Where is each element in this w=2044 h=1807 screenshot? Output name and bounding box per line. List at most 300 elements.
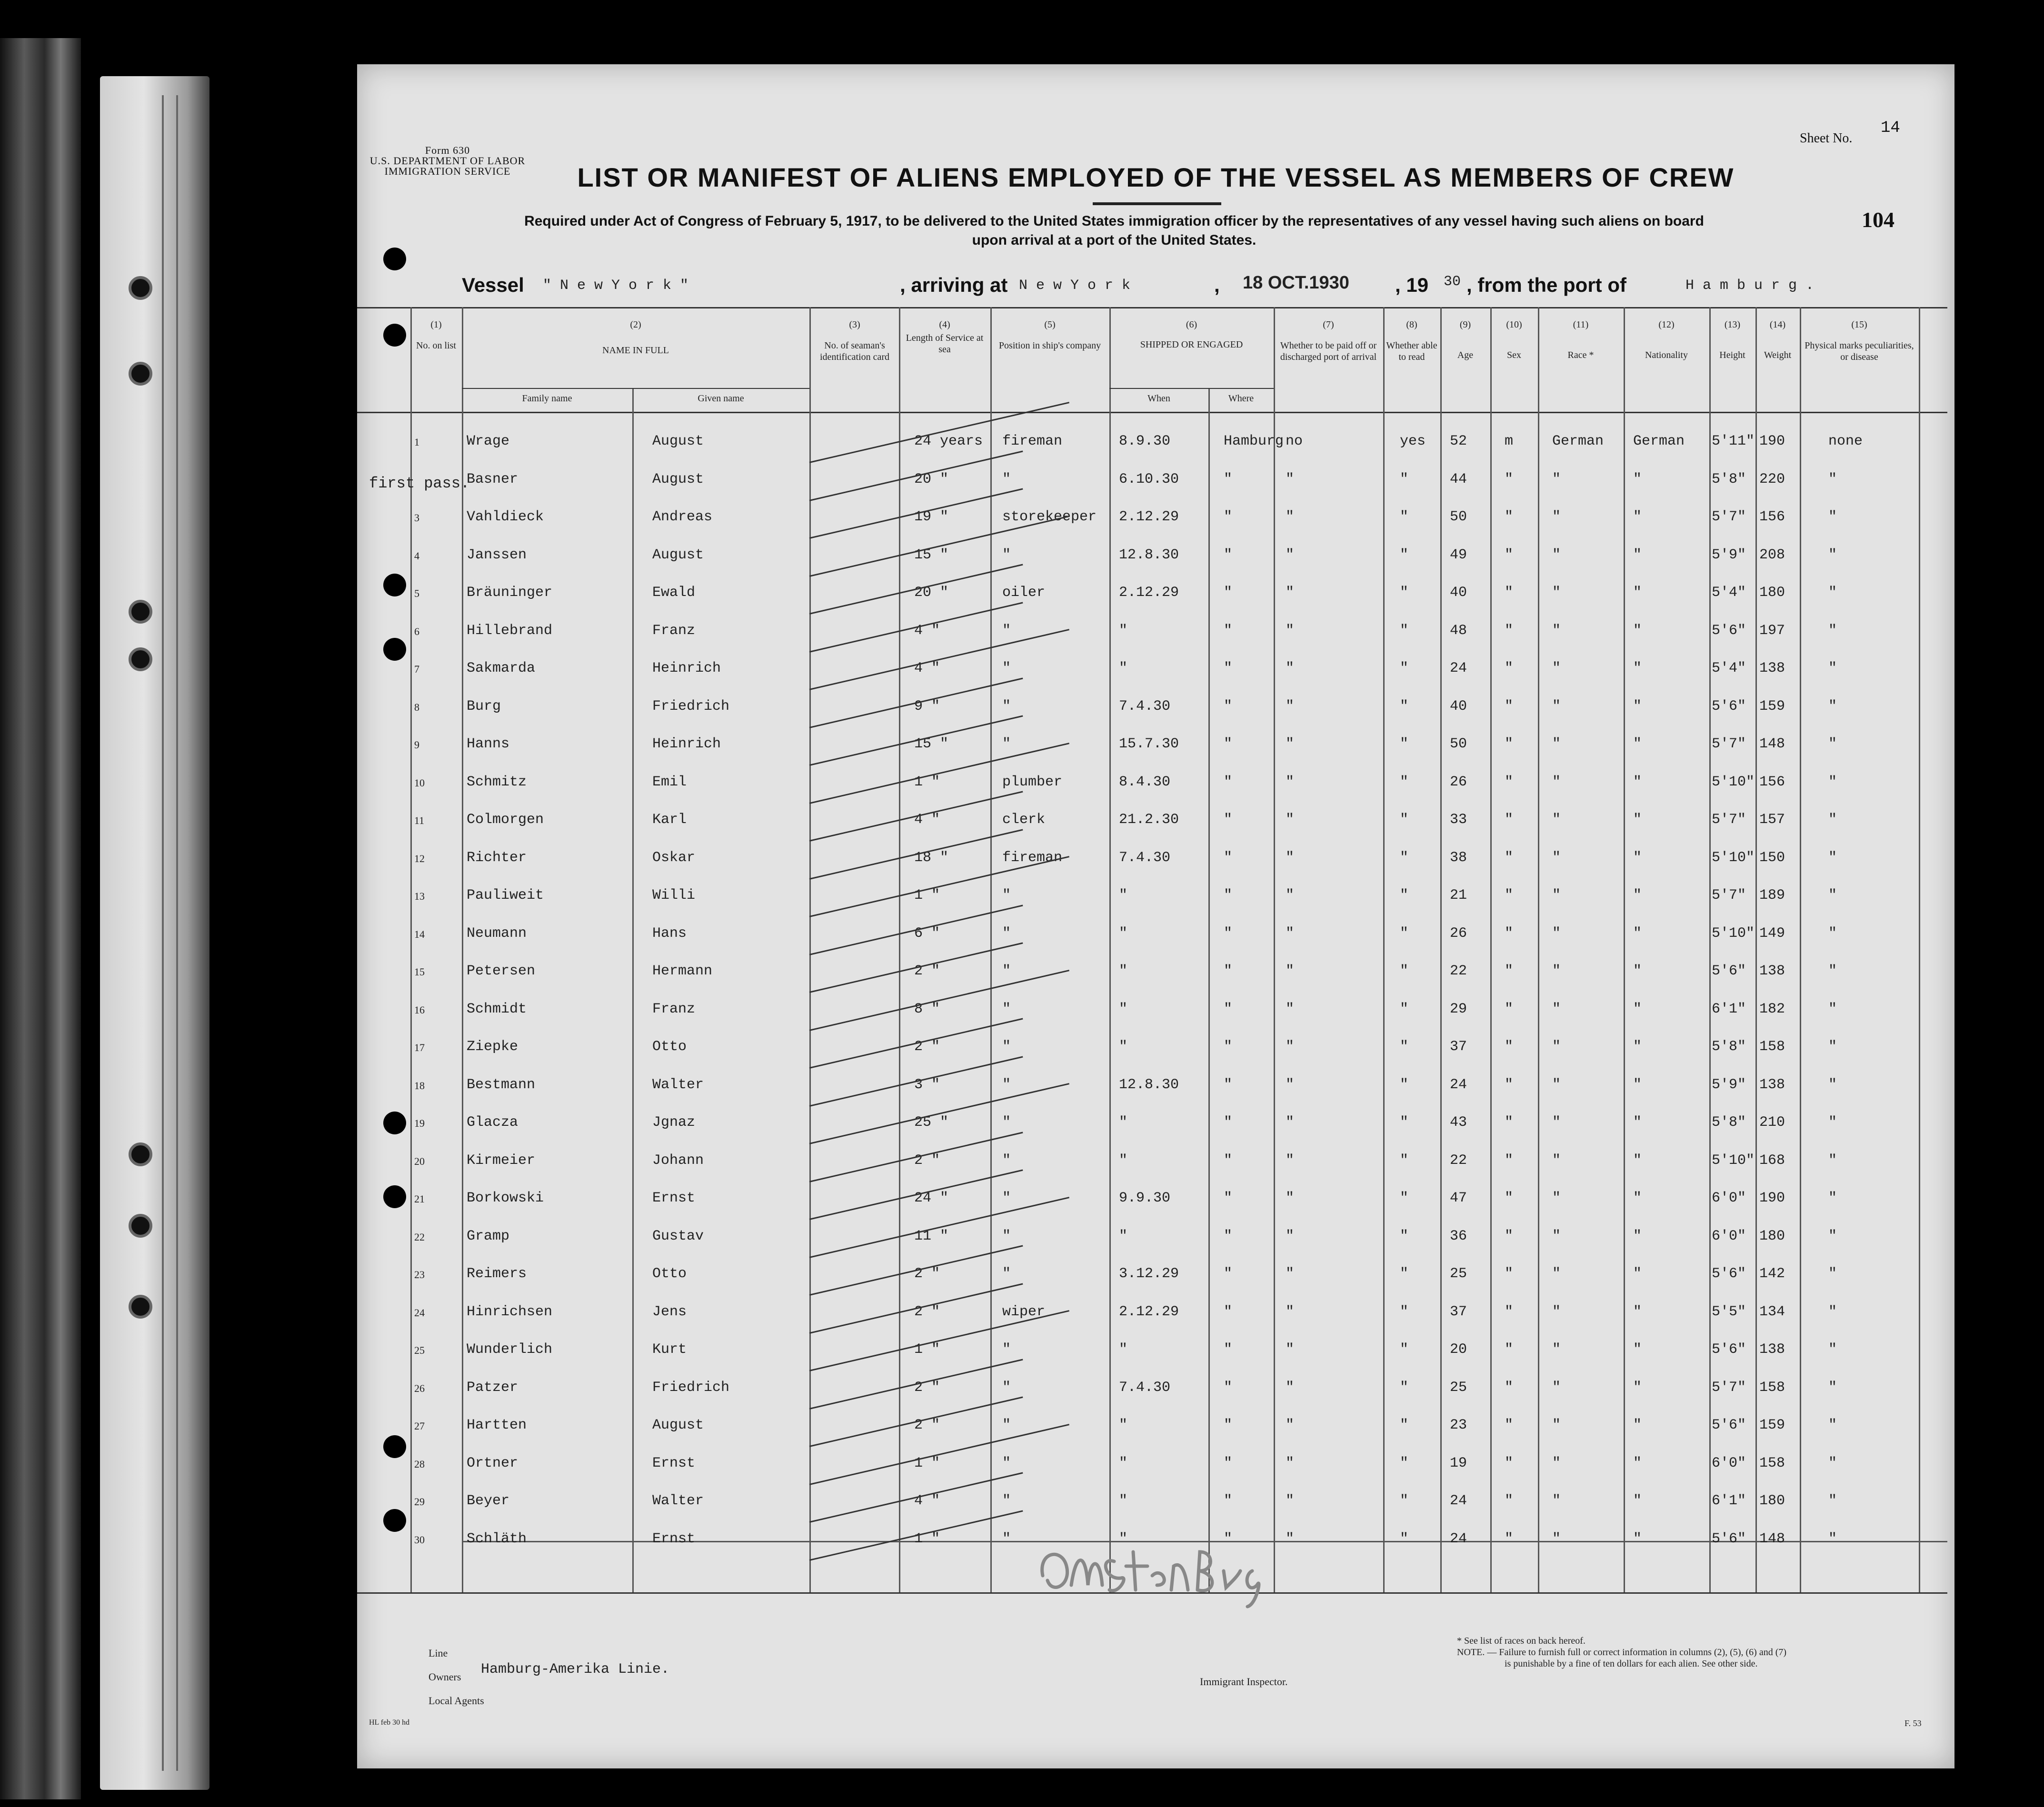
cell-where: " (1224, 698, 1233, 715)
cell-age: 24 (1450, 660, 1467, 676)
cell-read: " (1400, 1266, 1409, 1282)
department-label: U.S. DEPARTMENT OF LABOR (369, 155, 526, 167)
cell-service: 4 " (914, 812, 940, 828)
col-header-position (995, 319, 1105, 351)
cell-paid: " (1286, 698, 1295, 715)
cell-read: " (1400, 471, 1409, 487)
cell-height: 5'7" (1712, 887, 1746, 904)
col-label: Physical marks peculiarities, or disease (1805, 340, 1914, 362)
cell-position: " (1002, 887, 1011, 904)
cell-age: 22 (1450, 1152, 1467, 1169)
cell-where: " (1224, 1228, 1233, 1244)
cell-nat: " (1633, 1001, 1642, 1017)
cell-given: Otto (652, 1039, 687, 1055)
cell-nat: " (1633, 1417, 1642, 1433)
cell-position: " (1002, 622, 1011, 639)
arriving-port: N e w Y o r k (1019, 278, 1131, 294)
cell-age: 44 (1450, 471, 1467, 487)
cell-marks: " (1828, 546, 1837, 563)
cell-marks: " (1828, 1417, 1837, 1433)
sheet-number: 14 (1881, 119, 1900, 137)
col-header-name (462, 319, 809, 356)
cell-family: Richter (467, 849, 527, 866)
cell-no: 12 (414, 852, 425, 864)
cell-race: " (1552, 1076, 1561, 1093)
col-header-read (1386, 319, 1438, 363)
punch-hole (383, 248, 406, 270)
cell-nat: " (1633, 736, 1642, 752)
cell-given: Friedrich (652, 698, 730, 715)
cell-marks: " (1828, 774, 1837, 790)
cell-weight: 158 (1759, 1039, 1785, 1055)
cell-given: Andreas (652, 509, 713, 525)
cell-sex: " (1505, 1114, 1514, 1131)
binder-hole (129, 1142, 152, 1166)
cell-given: Franz (652, 1001, 696, 1017)
cell-family: Colmorgen (467, 812, 544, 828)
sheet-label: Sheet No. (1800, 131, 1853, 146)
cell-paid: " (1286, 1455, 1295, 1471)
col-header-race (1538, 319, 1624, 361)
col-header-sex (1490, 319, 1538, 361)
cell-service: 20 " (914, 585, 949, 601)
cell-service: 4 " (914, 660, 940, 676)
cell-race: " (1552, 887, 1561, 904)
cell-weight: 157 (1759, 812, 1785, 828)
col-rule (1709, 307, 1711, 1592)
cell-service: 2 " (914, 1152, 940, 1169)
cell-nat: " (1633, 509, 1642, 525)
line-label: Line (429, 1647, 448, 1659)
cell-given: Oskar (652, 849, 696, 866)
cell-paid: " (1286, 471, 1295, 487)
cell-height: 5'10" (1712, 849, 1755, 866)
cell-marks: " (1828, 887, 1837, 904)
cell-marks: " (1828, 622, 1837, 639)
cell-where: " (1224, 1379, 1233, 1396)
cell-service: 18 " (914, 849, 949, 866)
cell-height: 6'0" (1712, 1455, 1746, 1471)
cell-sex: " (1505, 509, 1514, 525)
binder-hole (129, 1295, 152, 1319)
cell-no: 20 (414, 1155, 425, 1167)
cell-age: 24 (1450, 1076, 1467, 1093)
cell-marks: " (1828, 1001, 1837, 1017)
cell-where: " (1224, 660, 1233, 676)
cell-marks: " (1828, 1379, 1837, 1396)
cell-position: " (1002, 1228, 1011, 1244)
cell-given: August (652, 1417, 704, 1433)
cell-position: oiler (1002, 585, 1046, 601)
cell-given: Hans (652, 925, 687, 942)
cell-sex: " (1505, 736, 1514, 752)
col-label: SHIPPED OR ENGAGED (1140, 339, 1243, 350)
cell-weight: 180 (1759, 585, 1785, 601)
cell-paid: " (1286, 622, 1295, 639)
cell-service: 2 " (914, 1417, 940, 1433)
cell-age: 22 (1450, 963, 1467, 979)
cell-position: " (1002, 963, 1011, 979)
cell-sex: " (1505, 660, 1514, 676)
cell-height: 5'7" (1712, 1379, 1746, 1396)
binder-edge (100, 76, 209, 1790)
cell-family: Schmitz (467, 774, 527, 790)
cell-marks: none (1828, 433, 1863, 449)
cell-marks: " (1828, 1152, 1837, 1169)
cell-where: " (1224, 1303, 1233, 1320)
cell-read: " (1400, 1530, 1409, 1547)
cell-no: 16 (414, 1003, 425, 1016)
cell-no: 27 (414, 1420, 425, 1432)
owners-value: Hamburg-Amerika Linie. (481, 1661, 670, 1678)
cell-when: 15.7.30 (1119, 736, 1179, 752)
cell-sex: " (1505, 1493, 1514, 1509)
cell-marks: " (1828, 1228, 1837, 1244)
cell-race: " (1552, 1228, 1561, 1244)
col-num: (2) (630, 319, 641, 330)
cell-family: Neumann (467, 925, 527, 942)
col-label: Sex (1507, 350, 1521, 360)
cell-service: 2 " (914, 963, 940, 979)
cell-position: " (1002, 1341, 1011, 1358)
footer-notes (1457, 1635, 1885, 1669)
cell-paid: " (1286, 1303, 1295, 1320)
col-rule (410, 307, 412, 1592)
cell-weight: 149 (1759, 925, 1785, 942)
cell-weight: 156 (1759, 774, 1785, 790)
cell-family: Schläth (467, 1530, 527, 1547)
cell-race: " (1552, 1379, 1561, 1396)
cell-marks: " (1828, 585, 1837, 601)
margin-note: first pass. (369, 475, 470, 492)
col-num: (9) (1459, 319, 1471, 330)
cell-age: 52 (1450, 433, 1467, 449)
cell-height: 5'6" (1712, 698, 1746, 715)
cell-given: Otto (652, 1266, 687, 1282)
cell-nat: " (1633, 546, 1642, 563)
col-num: (7) (1323, 319, 1334, 330)
cell-sex: " (1505, 1228, 1514, 1244)
cell-when: 21.2.30 (1119, 812, 1179, 828)
cell-paid: " (1286, 546, 1295, 563)
cell-age: 38 (1450, 849, 1467, 866)
cell-service: 2 " (914, 1266, 940, 1282)
cell-when: " (1119, 1114, 1128, 1131)
cell-marks: " (1828, 1455, 1837, 1471)
col-rule (1919, 307, 1920, 1592)
cell-weight: 138 (1759, 1341, 1785, 1358)
cell-nat: " (1633, 1530, 1642, 1547)
cell-height: 5'10" (1712, 774, 1755, 790)
cell-sex: " (1505, 1190, 1514, 1206)
cell-marks: " (1828, 925, 1837, 942)
cell-when: 2.12.29 (1119, 1303, 1179, 1320)
cell-position: clerk (1002, 812, 1046, 828)
cell-family: Hinrichsen (467, 1303, 553, 1320)
cell-read: " (1400, 1303, 1409, 1320)
cell-read: " (1400, 1076, 1409, 1093)
binder-hole (129, 647, 152, 671)
cell-race: " (1552, 1341, 1561, 1358)
cell-read: " (1400, 509, 1409, 525)
cell-age: 23 (1450, 1417, 1467, 1433)
cell-sex: " (1505, 1076, 1514, 1093)
cell-nat: " (1633, 1076, 1642, 1093)
cell-weight: 220 (1759, 471, 1785, 487)
cell-family: Burg (467, 698, 501, 715)
cell-height: 5'6" (1712, 1530, 1746, 1547)
cell-age: 29 (1450, 1001, 1467, 1017)
cell-height: 5'8" (1712, 1114, 1746, 1131)
cell-service: 1 " (914, 1341, 940, 1358)
cell-race: " (1552, 1114, 1561, 1131)
cell-marks: " (1828, 963, 1837, 979)
cell-position: " (1002, 1379, 1011, 1396)
cell-race: " (1552, 812, 1561, 828)
cell-service: 4 " (914, 1493, 940, 1509)
cell-age: 33 (1450, 812, 1467, 828)
cell-sex: " (1505, 471, 1514, 487)
cell-weight: 159 (1759, 1417, 1785, 1433)
binder-hole (129, 362, 152, 386)
cell-given: Ernst (652, 1455, 696, 1471)
cell-where: " (1224, 736, 1233, 752)
col-label: Height (1719, 350, 1745, 360)
cell-family: Vahldieck (467, 509, 544, 525)
cell-read: " (1400, 1001, 1409, 1017)
col-num: (1) (430, 319, 442, 330)
cell-height: 6'1" (1712, 1493, 1746, 1509)
col-header-family: Family name (522, 393, 572, 404)
cell-read: " (1400, 622, 1409, 639)
cell-paid: " (1286, 887, 1295, 904)
cell-when: " (1119, 1455, 1128, 1471)
cell-sex: " (1505, 1303, 1514, 1320)
cell-family: Petersen (467, 963, 536, 979)
cell-given: Walter (652, 1076, 704, 1093)
cell-position: " (1002, 660, 1011, 676)
cell-sex: " (1505, 1455, 1514, 1471)
cell-sex: " (1505, 1379, 1514, 1396)
cell-position: fireman (1002, 849, 1063, 866)
cell-where: " (1224, 1039, 1233, 1055)
cell-weight: 197 (1759, 622, 1785, 639)
cell-family: Beyer (467, 1493, 510, 1509)
cell-age: 24 (1450, 1493, 1467, 1509)
cell-paid: " (1286, 585, 1295, 601)
col-label: Race * (1567, 350, 1594, 360)
cell-age: 37 (1450, 1303, 1467, 1320)
cell-service: 1 " (914, 1455, 940, 1471)
binder-line (162, 95, 164, 1771)
vessel-line (462, 274, 1881, 302)
cell-when: " (1119, 1228, 1128, 1244)
cell-nat: " (1633, 1493, 1642, 1509)
cell-service: 9 " (914, 698, 940, 715)
cell-sex: " (1505, 1266, 1514, 1282)
cell-paid: " (1286, 925, 1295, 942)
cell-no: 14 (414, 928, 425, 940)
punch-hole (383, 1112, 406, 1134)
cell-position: " (1002, 1001, 1011, 1017)
cell-race: " (1552, 1039, 1561, 1055)
arriving-label: , arriving at (900, 274, 1008, 296)
cell-service: 24 " (914, 1190, 949, 1206)
cell-sex: " (1505, 585, 1514, 601)
cell-no: 19 (414, 1117, 425, 1129)
cell-service: 6 " (914, 925, 940, 942)
cell-read: " (1400, 849, 1409, 866)
cell-where: " (1224, 963, 1233, 979)
cell-given: Walter (652, 1493, 704, 1509)
cell-marks: " (1828, 509, 1837, 525)
cell-where: " (1224, 925, 1233, 942)
required-line-1: Required under Act of Congress of February 5, 1917, to be delivered to the United States immigration officer by the representatives of any vessel having such aliens on board (524, 213, 1704, 229)
cell-where: " (1224, 774, 1233, 790)
cell-read: " (1400, 1379, 1409, 1396)
page-title: LIST OR MANIFEST OF ALIENS EMPLOYED OF THE VESSEL AS MEMBERS OF CREW (577, 162, 1735, 192)
cell-read: " (1400, 774, 1409, 790)
cell-nat: " (1633, 698, 1642, 715)
cell-position: " (1002, 698, 1011, 715)
id-card-stroke (809, 402, 1069, 463)
cell-sex: " (1505, 546, 1514, 563)
cell-read: " (1400, 1152, 1409, 1169)
cell-paid: " (1286, 849, 1295, 866)
cell-no: 11 (414, 814, 425, 826)
cell-marks: " (1828, 1303, 1837, 1320)
cell-race: " (1552, 509, 1561, 525)
cell-race: " (1552, 1190, 1561, 1206)
cell-race: " (1552, 1152, 1561, 1169)
cell-nat: " (1633, 622, 1642, 639)
cell-read: " (1400, 812, 1409, 828)
cell-race: " (1552, 1493, 1561, 1509)
header-bottom-rule (357, 412, 1947, 413)
cell-paid: " (1286, 1341, 1295, 1358)
cell-height: 5'7" (1712, 812, 1746, 828)
vessel-name: " N e w Y o r k " (543, 278, 689, 294)
col-label: Position in ship's company (998, 340, 1101, 351)
col-header-age (1440, 319, 1490, 361)
cell-no: 7 (414, 663, 419, 675)
cell-where: " (1224, 1455, 1233, 1471)
title-underline (1093, 202, 1221, 205)
cell-read: " (1400, 887, 1409, 904)
cell-given: Jgnaz (652, 1114, 696, 1131)
cell-age: 37 (1450, 1039, 1467, 1055)
cell-height: 5'10" (1712, 925, 1755, 942)
cell-race: " (1552, 660, 1561, 676)
cell-nat: " (1633, 963, 1642, 979)
cell-service: 1 " (914, 1530, 940, 1547)
cell-sex: " (1505, 622, 1514, 639)
cell-where: " (1224, 1266, 1233, 1282)
cell-service: 25 " (914, 1114, 949, 1131)
col-label: NAME IN FULL (602, 345, 669, 356)
cell-sex: " (1505, 1530, 1514, 1547)
cell-marks: " (1828, 1266, 1837, 1282)
cell-nat: " (1633, 925, 1642, 942)
cell-where: " (1224, 1341, 1233, 1358)
cell-marks: " (1828, 1114, 1837, 1131)
cell-where: " (1224, 887, 1233, 904)
cell-no: 15 (414, 966, 425, 978)
cell-race: " (1552, 698, 1561, 715)
col-header-nationality (1624, 319, 1709, 361)
cell-position: wiper (1002, 1303, 1046, 1320)
cell-position: " (1002, 1190, 1011, 1206)
cell-marks: " (1828, 1341, 1837, 1358)
service-label: IMMIGRATION SERVICE (384, 165, 511, 177)
col-header-shipped (1109, 319, 1274, 350)
cell-height: 6'1" (1712, 1001, 1746, 1017)
col-num: (10) (1506, 319, 1522, 330)
cell-height: 5'7" (1712, 736, 1746, 752)
year-label: , 19 (1395, 274, 1429, 296)
cell-service: 1 " (914, 774, 940, 790)
cell-where: " (1224, 1530, 1233, 1547)
cell-read: " (1400, 1417, 1409, 1433)
cell-height: 5'6" (1712, 963, 1746, 979)
cell-age: 49 (1450, 546, 1467, 563)
cell-position: " (1002, 1114, 1011, 1131)
cell-where: " (1224, 1493, 1233, 1509)
col-num: (12) (1658, 319, 1675, 330)
cell-height: 5'4" (1712, 585, 1746, 601)
cell-nat: " (1633, 1039, 1642, 1055)
cell-race: " (1552, 736, 1561, 752)
punch-hole (383, 574, 406, 596)
cell-weight: 142 (1759, 1266, 1785, 1282)
cell-no: 5 (414, 587, 419, 599)
cell-nat: " (1633, 660, 1642, 676)
cell-sex: " (1505, 925, 1514, 942)
cell-nat: " (1633, 1190, 1642, 1206)
cell-nat: " (1633, 849, 1642, 866)
cell-position: " (1002, 471, 1011, 487)
cell-no: 4 (414, 549, 419, 562)
cell-where: " (1224, 1190, 1233, 1206)
col-label: Age (1457, 350, 1474, 360)
arrival-date-stamp: 18 OCT.1930 (1243, 273, 1349, 293)
cell-marks: " (1828, 660, 1837, 676)
cell-paid: " (1286, 1039, 1295, 1055)
col-label: No. of seaman's identification card (819, 340, 890, 362)
punch-hole (383, 1509, 406, 1532)
cell-race: " (1552, 925, 1561, 942)
cell-weight: 138 (1759, 963, 1785, 979)
cell-read: " (1400, 546, 1409, 563)
cell-no: 30 (414, 1533, 425, 1546)
cell-given: Friedrich (652, 1379, 730, 1396)
cell-family: Ortner (467, 1455, 518, 1471)
col-label: Length of Service at sea (906, 333, 984, 355)
binder-line (176, 95, 178, 1771)
cell-nat: " (1633, 1303, 1642, 1320)
cell-no: 23 (414, 1269, 425, 1281)
cell-position: " (1002, 1455, 1011, 1471)
manifest-page (357, 64, 1954, 1768)
cell-read: " (1400, 698, 1409, 715)
cell-family: Kirmeier (467, 1152, 536, 1169)
cell-sex: " (1505, 774, 1514, 790)
cell-nat: " (1633, 1455, 1642, 1471)
name-sub-rule (462, 388, 809, 389)
col-rule (462, 307, 463, 1592)
cell-height: 6'0" (1712, 1228, 1746, 1244)
col-header-paid-off (1278, 319, 1378, 363)
